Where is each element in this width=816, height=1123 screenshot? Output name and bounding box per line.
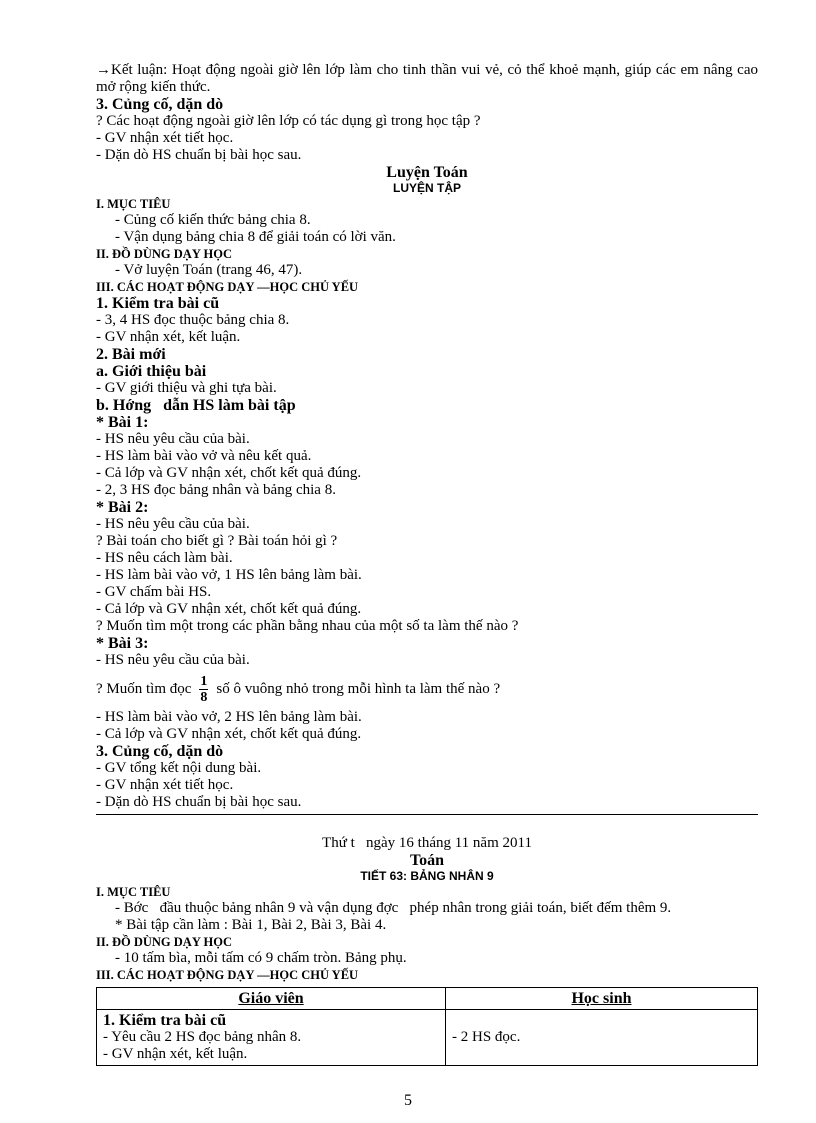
- table-row: [97, 1010, 758, 1066]
- section-heading: a. Giới thiệu bài: [96, 363, 207, 380]
- text-line: - Vận dụng bảng chia 8 để giải toán có lời văn.: [115, 229, 396, 245]
- section-heading: II. ĐỒ DÙNG DẠY HỌC: [96, 935, 232, 949]
- text-line: - GV tổng kết nội dung bài.: [96, 760, 262, 776]
- section-divider: [96, 814, 758, 815]
- student-cell: [446, 1010, 758, 1066]
- teacher-cell: [97, 1010, 446, 1066]
- text-line: - HS nêu yêu cầu của bài.: [96, 431, 250, 447]
- text-line: - HS nêu yêu cầu của bài.: [96, 516, 250, 532]
- text-line: - Cả lớp và GV nhận xét, chốt kết quả đúng.: [96, 726, 362, 742]
- column-header-student: Học sinh: [446, 988, 758, 1010]
- text-line: - Vở luyện Toán (trang 46, 47).: [115, 262, 303, 278]
- lesson-subtitle: TIẾT 63: BẢNG NHÂN 9: [360, 869, 494, 883]
- lesson-title: Luyện Toán: [386, 164, 468, 181]
- lesson-subtitle: LUYỆN TẬP: [392, 181, 461, 195]
- arrow-icon: →: [96, 62, 111, 78]
- text-line: - 2, 3 HS đọc bảng nhân và bảng chia 8.: [96, 482, 336, 498]
- question-after: số ô vuông nhỏ trong mỗi hình ta làm thế nào ?: [216, 680, 501, 697]
- fraction: [199, 674, 208, 705]
- question-before: ? Muốn tìm đọc: [96, 680, 192, 697]
- date-line: Thứ t ngày 16 tháng 11 năm 2011: [322, 835, 532, 851]
- activity-table: [96, 987, 758, 1066]
- section-heading: 1. Kiểm tra bài cũ: [96, 295, 220, 312]
- fraction-question: [96, 671, 758, 707]
- section-heading: I. MỤC TIÊU: [96, 197, 171, 211]
- text-line: - HS làm bài vào vở, 2 HS lên bảng làm bài.: [96, 709, 362, 725]
- text-line: - Củng cố kiến thức bảng chia 8.: [115, 212, 311, 228]
- cell-line: - Yêu cầu 2 HS đọc bảng nhân 8.: [103, 1029, 302, 1045]
- text-paragraph: - Bớc đầu thuộc bảng nhân 9 và vận dụng đợc phép nhân trong giải toán, biết đếm thêm 9.: [115, 900, 672, 916]
- exercise-heading: * Bài 3:: [96, 635, 149, 652]
- table-header-row: [97, 988, 758, 1010]
- text-line: * Bài tập cần làm : Bài 1, Bài 2, Bài 3, Bài 4.: [115, 917, 387, 933]
- text-line: - GV giới thiệu và ghi tựa bài.: [96, 380, 277, 396]
- section-heading: 2. Bài mới: [96, 346, 166, 363]
- text-line: - 3, 4 HS đọc thuộc bảng chia 8.: [96, 312, 290, 328]
- text-line: - HS làm bài vào vở và nêu kết quả.: [96, 448, 312, 464]
- text-line: - GV nhận xét tiết học.: [96, 130, 234, 146]
- exercise-heading: * Bài 1:: [96, 414, 149, 431]
- conclusion-paragraph: [96, 62, 758, 96]
- cell-heading: 1. Kiểm tra bài cũ: [103, 1012, 227, 1029]
- section-heading: III. CÁC HOẠT ĐỘNG DẠY —HỌC CHỦ YẾU: [96, 968, 359, 982]
- page-number: 5: [404, 1092, 412, 1109]
- exercise-heading: * Bài 2:: [96, 499, 149, 516]
- text-line: - HS nêu cách làm bài.: [96, 550, 233, 566]
- cell-line: - GV nhận xét, kết luận.: [103, 1046, 248, 1062]
- lesson-title: Toán: [409, 852, 445, 869]
- section-heading: b. Hớng dẫn HS làm bài tập: [96, 397, 296, 414]
- text-line: ? Muốn tìm một trong các phần bằng nhau của một số ta làm thế nào ?: [96, 618, 519, 634]
- fraction-numerator: 1: [200, 673, 208, 689]
- text-line: - GV chấm bài HS.: [96, 584, 212, 600]
- text-line: - Cả lớp và GV nhận xét, chốt kết quả đúng.: [96, 465, 362, 481]
- cell-line: - 2 HS đọc.: [452, 1029, 521, 1045]
- text-line: - GV nhận xét, kết luận.: [96, 329, 241, 345]
- section-heading: 3. Củng cố, dặn dò: [96, 743, 224, 760]
- text-line: - 10 tấm bìa, mỗi tấm có 9 chấm tròn. Bảng phụ.: [115, 950, 407, 966]
- text-line: - Cả lớp và GV nhận xét, chốt kết quả đúng.: [96, 601, 362, 617]
- text-line: - HS nêu yêu cầu của bài.: [96, 652, 250, 668]
- section-heading: 3. Củng cố, dặn dò: [96, 96, 224, 113]
- text-line: ? Bài toán cho biết gì ? Bài toán hỏi gì ?: [96, 533, 338, 549]
- text-line: - Dặn dò HS chuẩn bị bài học sau.: [96, 147, 302, 163]
- section-heading: III. CÁC HOẠT ĐỘNG DẠY —HỌC CHỦ YẾU: [96, 280, 359, 294]
- column-header-teacher: Giáo viên: [97, 988, 446, 1010]
- document-page: [96, 62, 758, 1066]
- fraction-denominator: 8: [200, 689, 208, 705]
- section-heading: I. MỤC TIÊU: [96, 885, 171, 899]
- section-heading: II. ĐỒ DÙNG DẠY HỌC: [96, 247, 232, 261]
- text-line: - GV nhận xét tiết học.: [96, 777, 234, 793]
- text-line: - Dặn dò HS chuẩn bị bài học sau.: [96, 794, 302, 810]
- text-line: ? Các hoạt động ngoài giờ lên lớp có tác dụng gì trong học tập ?: [96, 113, 481, 129]
- conclusion-text: Kết luận: Hoạt động ngoài giờ lên lớp làm cho tinh thần vui vẻ, cỏ thể khoẻ mạnh, giúp các em nâng cao mở rộng kiến thức.: [96, 62, 758, 95]
- text-line: - HS làm bài vào vở, 1 HS lên bảng làm bài.: [96, 567, 362, 583]
